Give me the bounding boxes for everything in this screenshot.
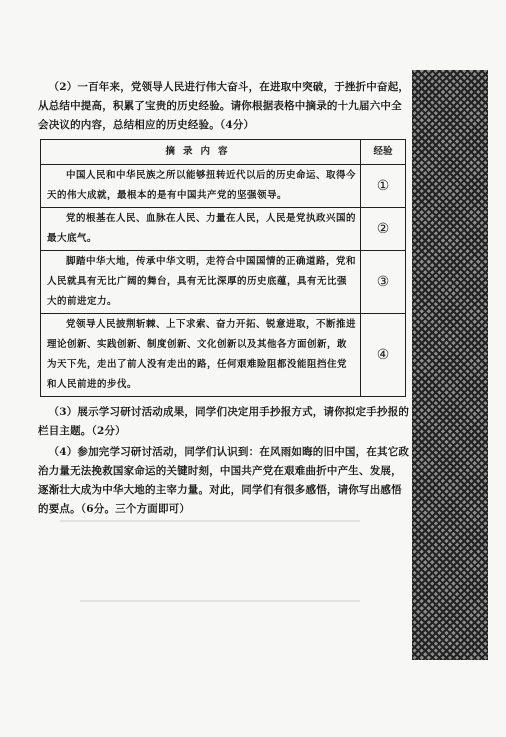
bleed-through-line [80,600,360,602]
table-row [41,165,406,208]
table-row [41,314,406,397]
header-content: 摘录内容 [41,140,361,165]
row-content: 党领导人民披荆斩棘、上下求索、奋力开拓、锐意进取，不断推进理论创新、实践创新、制度创新、文化创新以及其他各方面创新，敢为天下先，走出了前人没有走出的路，任何艰难险阻都没能阻挡住党和人民前进的步伐。 [41,314,361,397]
row-mark: ② [361,208,406,251]
question-4-text: （4）参加完学习研讨活动，同学们认识到：在风雨如晦的旧中国，在其它政治力量无法挽救国家命运的关键时刻，中国共产党在艰难曲折中产生、发展，逐渐壮大成为中华大地的主宰力量。对此，同学们有很多感悟，请你写出感悟的要点。（6分。三个方面即可） [38,446,410,515]
question-2-text: （2）一百年来，党领导人民进行伟大奋斗，在进取中突破，于挫折中奋起，从总结中提高，积累了宝贵的历史经验。请你根据表格中摘录的十九届六中全会决议的内容，总结相应的历史经验。（4分） [38,81,410,131]
row-content: 党的根基在人民、血脉在人民、力量在人民，人民是党执政兴国的最大底气。 [41,208,361,251]
header-experience: 经验 [361,140,406,165]
row-content: 中国人民和中华民族之所以能够扭转近代以后的历史命运、取得今天的伟大成就，最根本的是有中国共产党的坚强领导。 [41,165,361,208]
table-row [41,208,406,251]
question-content [38,78,410,519]
bleed-through-line [60,520,360,522]
row-mark: ④ [361,314,406,397]
table-header-row [41,140,406,165]
row-mark: ③ [361,251,406,314]
question-3-text: （3）展示学习研讨活动成果，同学们决定用手抄报方式，请你拟定手抄报的栏目主题。（2分） [38,406,410,437]
row-mark: ① [361,165,406,208]
table-row [41,251,406,314]
row-content: 脚踏中华大地，传承中华文明，走符合中国国情的正确道路，党和人民就具有无比广阔的舞台，具有无比深厚的历史底蕴，具有无比强大的前进定力。 [41,251,361,314]
binding-strip [412,70,488,660]
excerpt-table [40,139,406,397]
